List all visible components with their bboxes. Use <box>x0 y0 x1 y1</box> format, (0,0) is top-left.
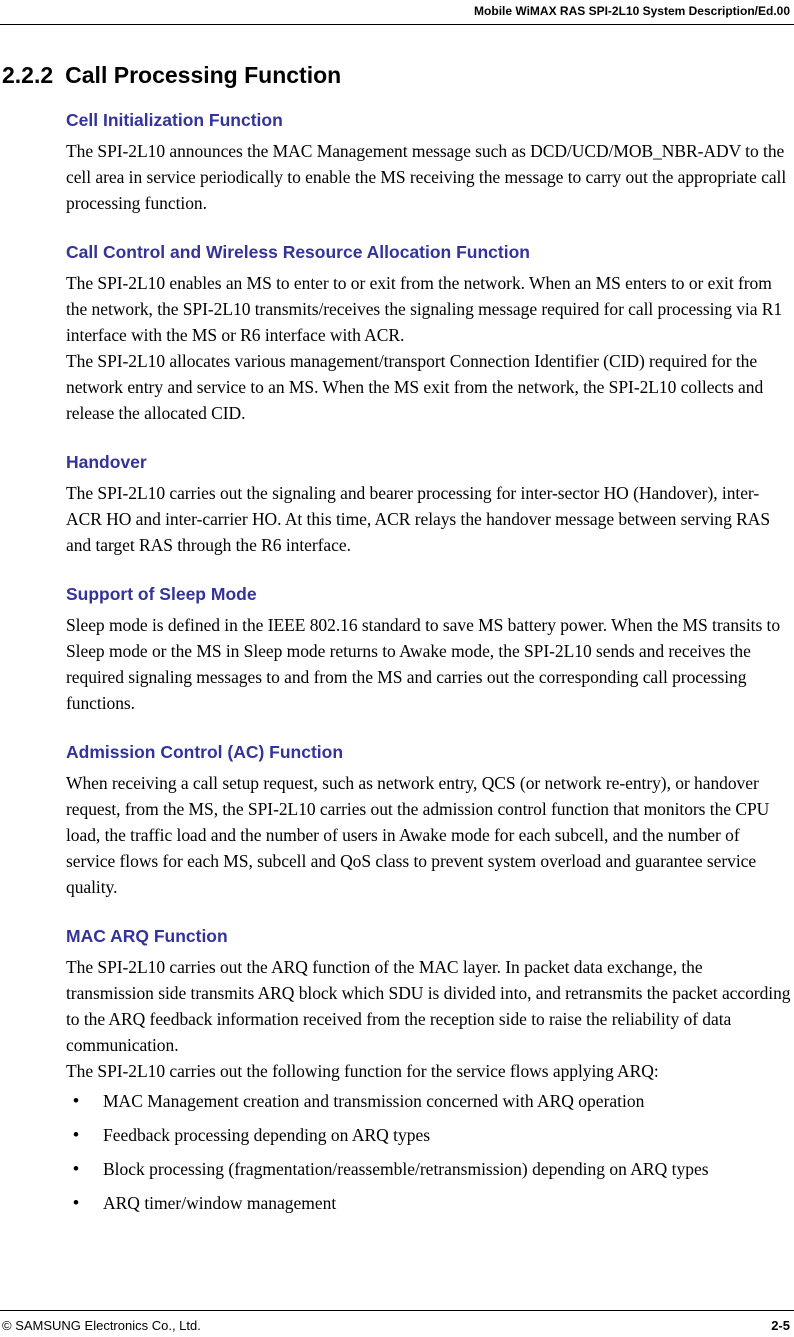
subsection-handover <box>66 450 792 558</box>
subsection-heading: Cell Initialization Function <box>66 110 283 130</box>
list-item <box>66 1084 792 1118</box>
list-item <box>66 1118 792 1152</box>
subsection-heading: Call Control and Wireless Resource Allocation Function <box>66 242 530 262</box>
list-item-text: Block processing (fragmentation/reassemble/retransmission) depending on ARQ types <box>103 1159 709 1179</box>
list-item <box>66 1152 792 1186</box>
subsection-admission-control <box>66 740 792 900</box>
subsection-heading: Support of Sleep Mode <box>66 584 257 604</box>
page-footer <box>0 1310 794 1337</box>
bullet-list <box>66 1084 792 1220</box>
paragraph: The SPI-2L10 allocates various management/transport Connection Identifier (CID) required for the network entry and service to an MS. When the MS exit from the network, the SPI-2L10 collects and release the allocated CID. <box>66 351 764 423</box>
subsection-heading: Handover <box>66 452 147 472</box>
paragraph: The SPI-2L10 announces the MAC Management message such as DCD/UCD/MOB_NBR-ADV to the cell area in service periodically to enable the MS receiving the message to carry out the appropriate call processing function. <box>66 141 787 213</box>
header-title: Mobile WiMAX RAS SPI-2L10 System Description/Ed.00 <box>474 4 790 18</box>
subsection-sleep-mode <box>66 582 792 716</box>
list-item-text: ARQ timer/window management <box>103 1193 337 1213</box>
list-item-text: Feedback processing depending on ARQ types <box>103 1125 431 1145</box>
paragraph: The SPI-2L10 carries out the ARQ function of the MAC layer. In packet data exchange, the transmission side transmits ARQ block which SDU is divided into, and retransmits the packet according to the ARQ feedback information received from the reception side to raise the reliability of data communication. <box>66 957 791 1055</box>
page-header <box>0 0 794 25</box>
list-item-text: MAC Management creation and transmission concerned with ARQ operation <box>103 1091 645 1111</box>
subsection-mac-arq <box>66 924 792 1220</box>
list-item <box>66 1186 792 1220</box>
subsection-cell-initialization <box>66 108 792 216</box>
paragraph: When receiving a call setup request, such as network entry, QCS (or network re-entry), or handover request, from the MS, the SPI-2L10 carries out the admission control function that monitors the CPU load, the traffic load and the number of users in Awake mode for each subcell, and the number of service flows for each MS, subcell and QoS class to prevent system overload and guarantee service quality. <box>66 773 770 897</box>
section-number: 2.2.2 <box>2 62 54 88</box>
bullet-icon: • <box>73 1159 79 1178</box>
subsection-call-control <box>66 240 792 426</box>
paragraph: The SPI-2L10 enables an MS to enter to or exit from the network. When an MS enters to or exit from the network, the SPI-2L10 transmits/receives the signaling message required for call processing via R1 interface with the MS or R6 interface with ACR. <box>66 273 783 345</box>
bullet-icon: • <box>73 1125 79 1144</box>
paragraph: The SPI-2L10 carries out the signaling and bearer processing for inter-sector HO (Handover), inter-ACR HO and inter-carrier HO. At this time, ACR relays the handover message between serving RAS and target RAS through the R6 interface. <box>66 483 771 555</box>
paragraph: Sleep mode is defined in the IEEE 802.16 standard to save MS battery power. When the MS transits to Sleep mode or the MS in Sleep mode returns to Awake mode, the SPI-2L10 sends and receives the required signaling messages to and from the MS and carries out the corresponding call processing functions. <box>66 615 781 713</box>
copyright-text: © SAMSUNG Electronics Co., Ltd. <box>2 1318 201 1333</box>
section-title-text: Call Processing Function <box>65 62 342 88</box>
section-title <box>2 62 341 89</box>
bullet-icon: • <box>73 1091 79 1110</box>
page-number: 2-5 <box>771 1318 790 1333</box>
subsection-heading: MAC ARQ Function <box>66 926 228 946</box>
subsection-heading: Admission Control (AC) Function <box>66 742 344 762</box>
bullet-icon: • <box>73 1193 79 1212</box>
document-body <box>66 108 792 1244</box>
paragraph: The SPI-2L10 carries out the following function for the service flows applying ARQ: <box>66 1061 659 1081</box>
